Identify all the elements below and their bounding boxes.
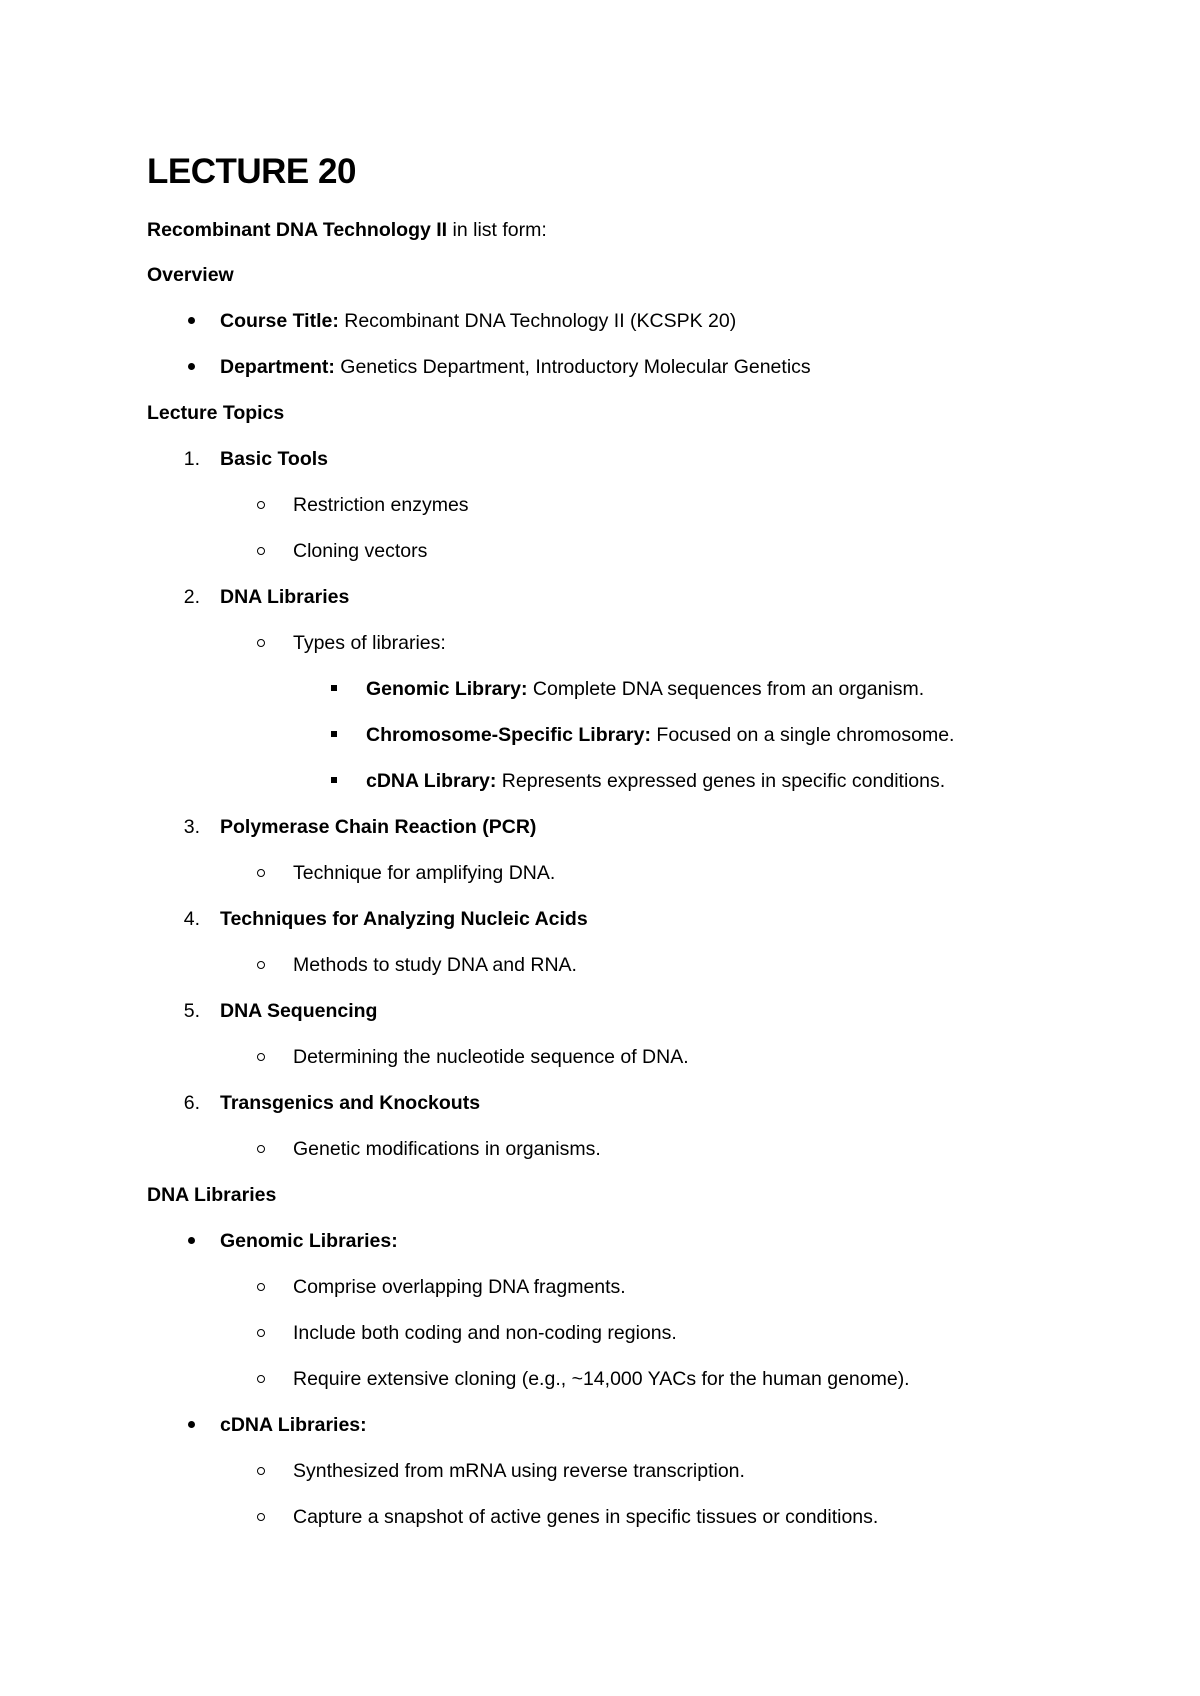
topic-sub-item: Determining the nucleotide sequence of DNA.: [293, 1046, 689, 1068]
library-sub-item: Require extensive cloning (e.g., ~14,000 YACs for the human genome).: [293, 1368, 910, 1390]
topic-number: 5.: [183, 1000, 200, 1022]
topic-item-basic-tools: Basic Tools: [220, 448, 329, 470]
overview-heading: Overview: [147, 264, 234, 286]
bullet-square-icon: [331, 731, 337, 737]
bullet-circle-icon: [257, 1283, 265, 1291]
library-type-genomic: Genomic Library: Complete DNA sequences from an organism.: [366, 678, 925, 700]
topic-sub-item: Technique for amplifying DNA.: [293, 862, 556, 884]
intro-rest: in list form:: [447, 219, 547, 241]
library-sub-item: Synthesized from mRNA using reverse transcription.: [293, 1460, 745, 1482]
bullet-dot-icon: [188, 317, 195, 324]
bullet-circle-icon: [257, 1513, 265, 1521]
bullet-circle-icon: [257, 1145, 265, 1153]
topic-item-dna-libraries: DNA Libraries: [220, 586, 350, 608]
bullet-dot-icon: [188, 1237, 195, 1244]
topic-sub-item: Restriction enzymes: [293, 494, 469, 516]
bullet-circle-icon: [257, 501, 265, 509]
library-type-chromosome-specific: Chromosome-Specific Library: Focused on a single chromosome.: [366, 724, 955, 746]
libraries-heading: DNA Libraries: [147, 1184, 277, 1206]
topic-sub-item: Types of libraries:: [293, 632, 446, 654]
library-sub-item: Capture a snapshot of active genes in specific tissues or conditions.: [293, 1506, 879, 1528]
page-title: LECTURE 20: [147, 152, 356, 191]
library-item-cdna: cDNA Libraries:: [220, 1414, 367, 1436]
bullet-square-icon: [331, 777, 337, 783]
bullet-dot-icon: [188, 363, 195, 370]
bullet-circle-icon: [257, 639, 265, 647]
bullet-square-icon: [331, 685, 337, 691]
library-item-genomic: Genomic Libraries:: [220, 1230, 398, 1252]
topic-sub-item: Methods to study DNA and RNA.: [293, 954, 577, 976]
library-sub-item: Comprise overlapping DNA fragments.: [293, 1276, 626, 1298]
bullet-circle-icon: [257, 1053, 265, 1061]
topic-number: 2.: [183, 586, 200, 608]
topic-item-dna-sequencing: DNA Sequencing: [220, 1000, 378, 1022]
overview-item-course-title: Course Title: Recombinant DNA Technology II (KCSPK 20): [220, 310, 737, 332]
topic-number: 4.: [183, 908, 200, 930]
topic-number: 6.: [183, 1092, 200, 1114]
topic-item-nucleic-acids: Techniques for Analyzing Nucleic Acids: [220, 908, 588, 930]
bullet-circle-icon: [257, 1329, 265, 1337]
topics-heading: Lecture Topics: [147, 402, 285, 424]
intro-line: [147, 217, 547, 243]
topic-number: 1.: [183, 448, 200, 470]
intro-bold: Recombinant DNA Technology II: [147, 219, 448, 241]
topic-number: 3.: [183, 816, 200, 838]
library-type-cdna: cDNA Library: Represents expressed genes in specific conditions.: [366, 770, 946, 792]
bullet-circle-icon: [257, 547, 265, 555]
bullet-circle-icon: [257, 1375, 265, 1383]
overview-item-department: Department: Genetics Department, Introductory Molecular Genetics: [220, 356, 811, 378]
bullet-circle-icon: [257, 869, 265, 877]
topic-sub-item: Genetic modifications in organisms.: [293, 1138, 601, 1160]
bullet-circle-icon: [257, 961, 265, 969]
topic-item-transgenics: Transgenics and Knockouts: [220, 1092, 481, 1114]
library-sub-item: Include both coding and non-coding regions.: [293, 1322, 677, 1344]
bullet-circle-icon: [257, 1467, 265, 1475]
bullet-dot-icon: [188, 1421, 195, 1428]
topic-item-pcr: Polymerase Chain Reaction (PCR): [220, 816, 537, 838]
topic-sub-item: Cloning vectors: [293, 540, 428, 562]
